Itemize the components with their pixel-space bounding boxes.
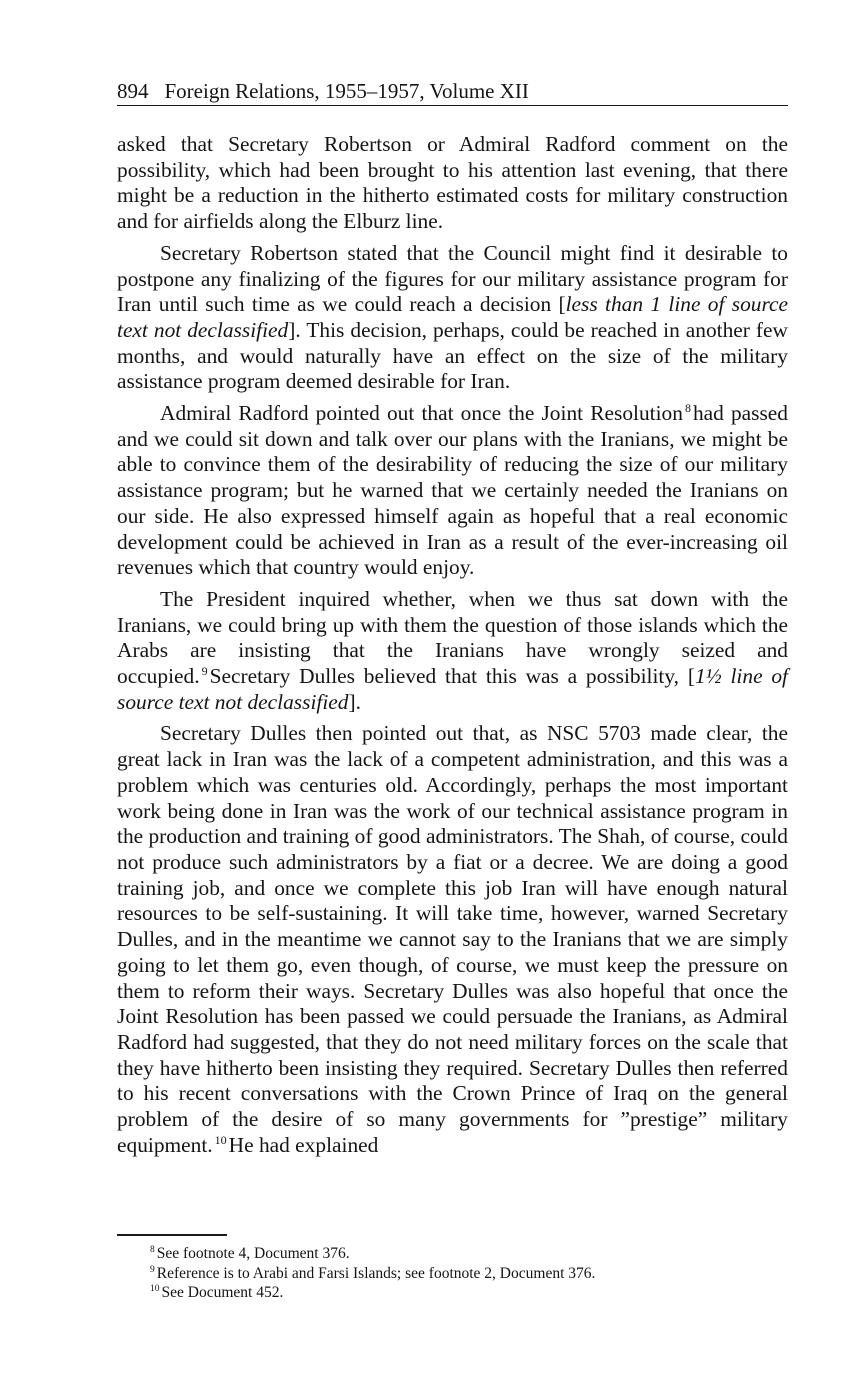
- paragraph-2: [117, 241, 788, 395]
- footnote-ref-8[interactable]: 8: [684, 401, 691, 416]
- footnote-number: 8: [150, 1245, 155, 1255]
- footnote-number: 9: [150, 1264, 155, 1275]
- footnotes: [150, 1244, 790, 1303]
- paragraph-3-text-a: Admiral Radford pointed out that once the Joint Resolution: [160, 401, 683, 426]
- paragraph-2-text-b: ]. This decision, perhaps, could be reached in another few months, and would naturally have an effect on the size of the military assistance program deemed desirable for Iran.: [117, 317, 788, 394]
- document-page: [117, 78, 788, 1164]
- footnote-text: See Document 452.: [161, 1284, 284, 1301]
- footnote-10: [150, 1283, 790, 1303]
- footnote-text: Reference is to Arabi and Farsi Islands; see footnote 2, Document 376.: [156, 1264, 596, 1282]
- paragraph-3-text-b: had passed and we could sit down and talk over our plans with the Iranians, we might be able to convince them of the desirability of reducing the size of our military assistance program; but he warned that we certainly needed the Iranians on our side. He also expressed himself again as hopeful that a real economic development could be achieved in Iran as a result of the ever-increasing oil revenues which that country would enjoy.: [117, 401, 788, 580]
- paragraph-4-text-a: The President inquired whether, when we thus sat down with the Iranians, we could bring up with them the question of those islands which the Arabs are insisting that the Iranians have wrongly seized and occupied.: [117, 586, 788, 689]
- paragraph-4-text-b: Secretary Dulles believed that this was a possibility, [: [209, 664, 695, 689]
- footnote-divider: [117, 1234, 227, 1236]
- page-number: 894: [117, 79, 149, 103]
- footnote-9: [150, 1264, 790, 1284]
- running-header: [117, 78, 788, 106]
- body-text: [117, 132, 788, 1158]
- paragraph-2-text-a: Secretary Robertson stated that the Council might find it desirable to postpone any finalizing of the figures for our military assistance program for Iran until such time as we could reach a decision [: [117, 240, 788, 317]
- footnote-ref-9[interactable]: 9: [201, 664, 208, 679]
- paragraph-3: [117, 401, 788, 581]
- footnote-ref-10[interactable]: 10: [214, 1132, 227, 1147]
- paragraph-5-text-a: Secretary Dulles then pointed out that, as NSC 5703 made clear, the great lack in Iran was the lack of a competent administration, and this was a problem which was centuries old. Accordingly, perhaps the most important work being done in Iran was the work of our technical assistance program in the production and training of good administrators. The Shah, of course, could not produce such administrators by a fiat or a decree. We are doing a good training job, and once we complete this job Iran will have enough natural resources to be self-sustaining. It will take time, however, warned Secretary Dulles, and in the meantime we cannot say to the Iranians that we are simply going to let them go, even though, of course, we must keep the pressure on them to reform their ways. Secretary Dulles was also hopeful that once the Joint Resolution has been passed we could persuade the Iranians, as Admiral Radford had suggested, that they do not need military forces on the scale that they have hitherto been insisting they required. Secretary Dulles then referred to his recent conversations with the Crown Prince of Iraq on the general problem of the desire of so many governments for ”prestige” military equipment.: [117, 721, 788, 1157]
- paragraph-1: [117, 132, 788, 235]
- redaction-note-2: 1½ line of source text not declassified: [117, 664, 788, 714]
- paragraph-1-text: asked that Secretary Robertson or Admiral Radford comment on the possibility, which had been brought to his attention last evening, that there might be a reduction in the hitherto estimated costs for military construction and for airfields along the Elburz line.: [117, 132, 788, 234]
- redaction-note-1: less than 1 line of source text not declassified: [117, 292, 788, 342]
- footnote-8: [150, 1244, 790, 1264]
- paragraph-5: [117, 721, 788, 1158]
- volume-title: Foreign Relations, 1955–1957, Volume XII: [164, 79, 529, 103]
- footnote-text: See footnote 4, Document 376.: [156, 1245, 350, 1262]
- paragraph-5-text-b: He had explained: [228, 1132, 379, 1157]
- paragraph-4: [117, 587, 788, 716]
- paragraph-4-text-c: ].: [348, 689, 361, 714]
- footnote-number: 10: [150, 1284, 160, 1294]
